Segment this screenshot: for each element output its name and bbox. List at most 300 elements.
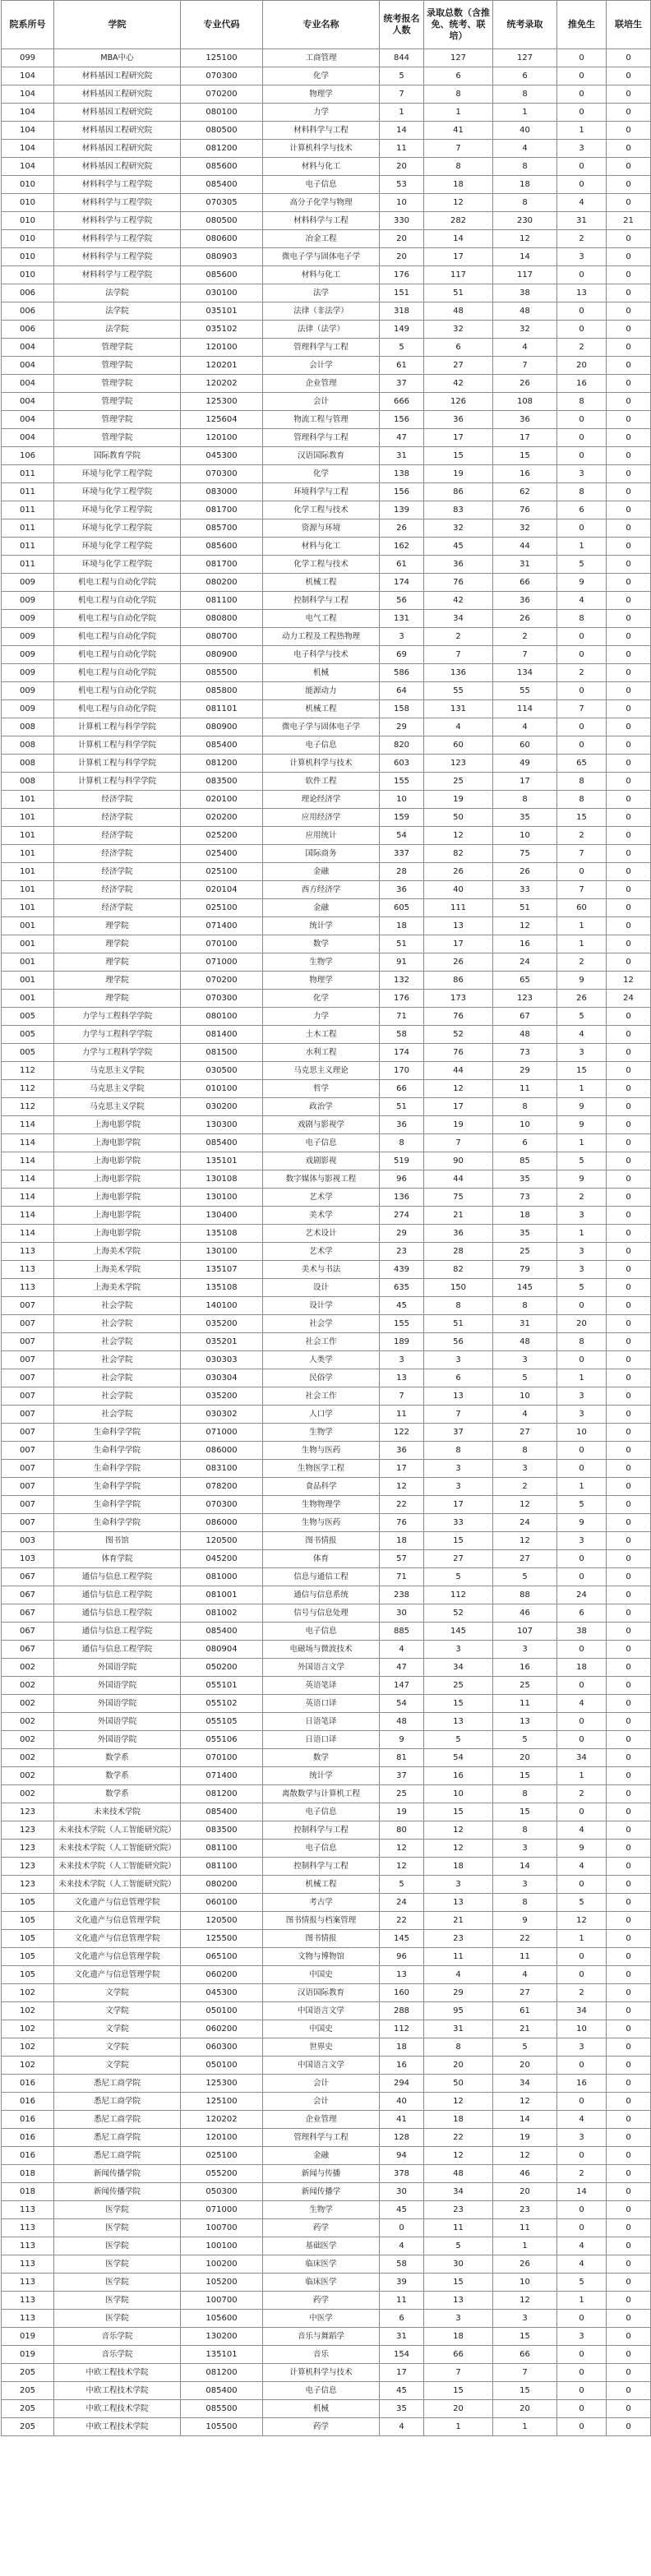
cell-exam-admitted: 16 xyxy=(493,465,557,483)
cell-major-code: 085600 xyxy=(181,158,263,176)
cell-major-code: 135101 xyxy=(181,1152,263,1170)
cell-joint: 0 xyxy=(607,2201,651,2219)
cell-total-admitted: 5 xyxy=(424,1731,493,1749)
cell-dept-no: 114 xyxy=(2,1116,54,1134)
cell-major-code: 071000 xyxy=(181,953,263,972)
cell-major-name: 药学 xyxy=(263,2418,380,2436)
cell-major-code: 055105 xyxy=(181,1713,263,1731)
table-row xyxy=(2,2002,651,2020)
cell-applicants: 76 xyxy=(380,1514,424,1532)
cell-applicants: 1 xyxy=(380,104,424,122)
cell-school: 法学院 xyxy=(54,302,181,321)
cell-joint: 0 xyxy=(607,881,651,899)
cell-joint: 0 xyxy=(607,1731,651,1749)
cell-joint: 0 xyxy=(607,1568,651,1586)
cell-applicants: 156 xyxy=(380,411,424,429)
cell-dept-no: 123 xyxy=(2,1803,54,1821)
cell-exam-admitted: 134 xyxy=(493,664,557,682)
cell-dept-no: 002 xyxy=(2,1659,54,1677)
cell-exam-admitted: 35 xyxy=(493,809,557,827)
cell-school: 外国语学院 xyxy=(54,1713,181,1731)
cell-total-admitted: 145 xyxy=(424,1623,493,1641)
cell-total-admitted: 19 xyxy=(424,1116,493,1134)
cell-major-code: 105200 xyxy=(181,2274,263,2292)
cell-recommended: 9 xyxy=(557,1514,607,1532)
cell-exam-admitted: 36 xyxy=(493,592,557,610)
cell-applicants: 39 xyxy=(380,2274,424,2292)
cell-school: 生命科学学院 xyxy=(54,1460,181,1478)
cell-exam-admitted: 32 xyxy=(493,321,557,339)
cell-major-name: 材料科学与工程 xyxy=(263,122,380,140)
cell-exam-admitted: 73 xyxy=(493,1044,557,1062)
cell-recommended: 0 xyxy=(557,1641,607,1659)
cell-applicants: 12 xyxy=(380,1858,424,1876)
cell-major-name: 音乐 xyxy=(263,2346,380,2364)
cell-total-admitted: 26 xyxy=(424,953,493,972)
cell-applicants: 8 xyxy=(380,1134,424,1152)
cell-exam-admitted: 33 xyxy=(493,881,557,899)
cell-joint: 0 xyxy=(607,1550,651,1568)
table-row xyxy=(2,646,651,664)
cell-major-name: 新闻与传播 xyxy=(263,2165,380,2183)
table-row xyxy=(2,1550,651,1568)
cell-joint: 0 xyxy=(607,429,651,447)
cell-applicants: 635 xyxy=(380,1279,424,1297)
cell-dept-no: 002 xyxy=(2,1713,54,1731)
cell-recommended: 15 xyxy=(557,1062,607,1080)
cell-applicants: 24 xyxy=(380,1894,424,1912)
cell-school: 音乐学院 xyxy=(54,2328,181,2346)
cell-applicants: 18 xyxy=(380,1532,424,1550)
cell-recommended: 0 xyxy=(557,1460,607,1478)
cell-joint: 0 xyxy=(607,519,651,538)
table-row xyxy=(2,1858,651,1876)
cell-major-code: 081400 xyxy=(181,1026,263,1044)
cell-major-name: 管理科学与工程 xyxy=(263,2129,380,2147)
cell-recommended: 0 xyxy=(557,1568,607,1586)
cell-exam-admitted: 20 xyxy=(493,2183,557,2201)
cell-joint: 0 xyxy=(607,1225,651,1243)
table-row xyxy=(2,736,651,755)
cell-dept-no: 113 xyxy=(2,2274,54,2292)
cell-total-admitted: 7 xyxy=(424,1406,493,1424)
cell-exam-admitted: 26 xyxy=(493,863,557,881)
cell-dept-no: 067 xyxy=(2,1568,54,1586)
cell-exam-admitted: 44 xyxy=(493,538,557,556)
cell-exam-admitted: 145 xyxy=(493,1279,557,1297)
cell-major-name: 化学 xyxy=(263,67,380,85)
cell-recommended: 20 xyxy=(557,1315,607,1333)
cell-recommended: 8 xyxy=(557,1333,607,1351)
cell-major-name: 临床医学 xyxy=(263,2255,380,2274)
cell-major-name: 西方经济学 xyxy=(263,881,380,899)
cell-recommended: 18 xyxy=(557,1659,607,1677)
cell-applicants: 12 xyxy=(380,1478,424,1496)
cell-major-name: 社会工作 xyxy=(263,1333,380,1351)
cell-school: 理学院 xyxy=(54,990,181,1008)
cell-dept-no: 010 xyxy=(2,212,54,230)
cell-joint: 0 xyxy=(607,1152,651,1170)
cell-applicants: 3 xyxy=(380,1351,424,1369)
cell-major-name: 设计 xyxy=(263,1279,380,1297)
column-header-school: 学院 xyxy=(54,1,181,49)
cell-dept-no: 101 xyxy=(2,863,54,881)
cell-total-admitted: 4 xyxy=(424,1966,493,1984)
cell-dept-no: 101 xyxy=(2,899,54,917)
cell-joint: 0 xyxy=(607,230,651,248)
cell-dept-no: 004 xyxy=(2,411,54,429)
table-row xyxy=(2,1930,651,1948)
cell-major-name: 哲学 xyxy=(263,1080,380,1098)
cell-joint: 0 xyxy=(607,2057,651,2075)
cell-total-admitted: 52 xyxy=(424,1026,493,1044)
cell-joint: 0 xyxy=(607,1369,651,1387)
cell-major-code: 100200 xyxy=(181,2255,263,2274)
table-row xyxy=(2,1785,651,1803)
cell-dept-no: 114 xyxy=(2,1225,54,1243)
cell-joint: 0 xyxy=(607,1351,651,1369)
cell-dept-no: 009 xyxy=(2,700,54,718)
cell-major-name: 食品科学 xyxy=(263,1478,380,1496)
cell-dept-no: 105 xyxy=(2,1930,54,1948)
table-row xyxy=(2,791,651,809)
cell-joint: 0 xyxy=(607,67,651,85)
cell-total-admitted: 3 xyxy=(424,1460,493,1478)
cell-school: 材料基因工程研究院 xyxy=(54,140,181,158)
cell-total-admitted: 22 xyxy=(424,2129,493,2147)
cell-recommended: 0 xyxy=(557,1803,607,1821)
cell-major-code: 035200 xyxy=(181,1315,263,1333)
cell-total-admitted: 8 xyxy=(424,2038,493,2057)
cell-total-admitted: 54 xyxy=(424,1749,493,1767)
cell-major-code: 060200 xyxy=(181,2020,263,2038)
cell-applicants: 176 xyxy=(380,266,424,284)
cell-major-code: 070300 xyxy=(181,1496,263,1514)
cell-major-name: 会计 xyxy=(263,393,380,411)
cell-school: 外国语学院 xyxy=(54,1677,181,1695)
cell-applicants: 54 xyxy=(380,1695,424,1713)
cell-total-admitted: 15 xyxy=(424,2382,493,2400)
table-row xyxy=(2,266,651,284)
cell-recommended: 24 xyxy=(557,1586,607,1604)
cell-total-admitted: 36 xyxy=(424,411,493,429)
cell-exam-admitted: 85 xyxy=(493,1152,557,1170)
column-header-major-code: 专业代码 xyxy=(181,1,263,49)
table-row xyxy=(2,1966,651,1984)
cell-dept-no: 103 xyxy=(2,1550,54,1568)
cell-major-name: 生物学 xyxy=(263,953,380,972)
table-row xyxy=(2,2400,651,2418)
table-row xyxy=(2,628,651,646)
cell-joint: 0 xyxy=(607,1098,651,1116)
cell-joint: 0 xyxy=(607,339,651,357)
cell-exam-admitted: 18 xyxy=(493,176,557,194)
cell-applicants: 519 xyxy=(380,1152,424,1170)
cell-major-name: 会计学 xyxy=(263,357,380,375)
cell-major-name: 日语笔译 xyxy=(263,1713,380,1731)
table-row xyxy=(2,1026,651,1044)
table-row xyxy=(2,827,651,845)
cell-joint: 0 xyxy=(607,2364,651,2382)
cell-dept-no: 018 xyxy=(2,2183,54,2201)
cell-school: 材料基因工程研究院 xyxy=(54,85,181,104)
cell-major-code: 085400 xyxy=(181,176,263,194)
cell-major-name: 材料与化工 xyxy=(263,538,380,556)
cell-exam-admitted: 62 xyxy=(493,483,557,501)
table-row xyxy=(2,1243,651,1261)
table-row xyxy=(2,2292,651,2310)
cell-major-code: 080600 xyxy=(181,230,263,248)
cell-joint: 0 xyxy=(607,1387,651,1406)
cell-major-code: 085500 xyxy=(181,2400,263,2418)
cell-dept-no: 104 xyxy=(2,140,54,158)
cell-total-admitted: 13 xyxy=(424,2292,493,2310)
cell-joint: 0 xyxy=(607,393,651,411)
cell-recommended: 3 xyxy=(557,2328,607,2346)
cell-recommended: 5 xyxy=(557,1496,607,1514)
cell-major-name: 应用经济学 xyxy=(263,809,380,827)
cell-joint: 0 xyxy=(607,284,651,302)
cell-major-code: 025400 xyxy=(181,845,263,863)
cell-total-admitted: 8 xyxy=(424,85,493,104)
cell-exam-admitted: 3 xyxy=(493,2310,557,2328)
table-row xyxy=(2,2364,651,2382)
cell-dept-no: 205 xyxy=(2,2400,54,2418)
cell-exam-admitted: 12 xyxy=(493,2147,557,2165)
cell-major-code: 135108 xyxy=(181,1225,263,1243)
cell-dept-no: 016 xyxy=(2,2129,54,2147)
cell-major-name: 设计学 xyxy=(263,1297,380,1315)
cell-exam-admitted: 8 xyxy=(493,1821,557,1840)
table-row xyxy=(2,1369,651,1387)
cell-dept-no: 016 xyxy=(2,2093,54,2111)
cell-joint: 0 xyxy=(607,2237,651,2255)
cell-joint: 0 xyxy=(607,1695,651,1713)
cell-school: 外国语学院 xyxy=(54,1659,181,1677)
cell-major-name: 法律（非法学） xyxy=(263,302,380,321)
cell-school: 经济学院 xyxy=(54,863,181,881)
cell-major-name: 机械 xyxy=(263,2400,380,2418)
cell-recommended: 16 xyxy=(557,2075,607,2093)
table-row xyxy=(2,2111,651,2129)
cell-recommended: 7 xyxy=(557,700,607,718)
cell-major-name: 社会学 xyxy=(263,1315,380,1333)
cell-major-code: 030302 xyxy=(181,1406,263,1424)
cell-recommended: 5 xyxy=(557,1008,607,1026)
table-row xyxy=(2,1912,651,1930)
table-row xyxy=(2,1695,651,1713)
cell-school: 马克思主义学院 xyxy=(54,1062,181,1080)
cell-joint: 0 xyxy=(607,1044,651,1062)
cell-major-code: 120100 xyxy=(181,2129,263,2147)
cell-total-admitted: 17 xyxy=(424,1496,493,1514)
cell-joint: 0 xyxy=(607,266,651,284)
cell-applicants: 64 xyxy=(380,682,424,700)
cell-major-code: 020104 xyxy=(181,881,263,899)
cell-applicants: 155 xyxy=(380,773,424,791)
cell-total-admitted: 23 xyxy=(424,2201,493,2219)
table-row xyxy=(2,158,651,176)
cell-school: 材料科学与工程学院 xyxy=(54,194,181,212)
cell-total-admitted: 56 xyxy=(424,1333,493,1351)
cell-dept-no: 002 xyxy=(2,1695,54,1713)
cell-exam-admitted: 22 xyxy=(493,1930,557,1948)
cell-total-admitted: 12 xyxy=(424,2147,493,2165)
cell-major-name: 外国语言文学 xyxy=(263,1659,380,1677)
cell-recommended: 5 xyxy=(557,1152,607,1170)
cell-major-code: 080903 xyxy=(181,248,263,266)
cell-dept-no: 001 xyxy=(2,917,54,935)
column-header-recommended: 推免生 xyxy=(557,1,607,49)
cell-joint: 0 xyxy=(607,2183,651,2201)
cell-school: 环境与化学工程学院 xyxy=(54,465,181,483)
cell-recommended: 4 xyxy=(557,2255,607,2274)
cell-total-admitted: 12 xyxy=(424,1080,493,1098)
cell-exam-admitted: 79 xyxy=(493,1261,557,1279)
cell-joint: 0 xyxy=(607,628,651,646)
cell-recommended: 0 xyxy=(557,429,607,447)
cell-exam-admitted: 14 xyxy=(493,248,557,266)
cell-dept-no: 007 xyxy=(2,1478,54,1496)
cell-exam-admitted: 8 xyxy=(493,791,557,809)
cell-major-name: 戏剧与影视学 xyxy=(263,1116,380,1134)
cell-applicants: 6 xyxy=(380,2310,424,2328)
cell-school: 文化遗产与信息管理学院 xyxy=(54,1930,181,1948)
cell-dept-no: 067 xyxy=(2,1604,54,1623)
cell-joint: 0 xyxy=(607,357,651,375)
cell-dept-no: 067 xyxy=(2,1586,54,1604)
table-row xyxy=(2,2147,651,2165)
cell-applicants: 136 xyxy=(380,1189,424,1207)
cell-school: 上海电影学院 xyxy=(54,1170,181,1189)
cell-applicants: 666 xyxy=(380,393,424,411)
cell-dept-no: 102 xyxy=(2,2057,54,2075)
cell-joint: 0 xyxy=(607,863,651,881)
cell-applicants: 4 xyxy=(380,1641,424,1659)
cell-recommended: 3 xyxy=(557,465,607,483)
cell-major-name: 计算机科学与技术 xyxy=(263,140,380,158)
cell-recommended: 0 xyxy=(557,519,607,538)
cell-recommended: 0 xyxy=(557,646,607,664)
cell-recommended: 0 xyxy=(557,2093,607,2111)
cell-total-admitted: 14 xyxy=(424,230,493,248)
cell-applicants: 61 xyxy=(380,556,424,574)
cell-major-name: 艺术学 xyxy=(263,1243,380,1261)
cell-school: 未来技术学院（人工智能研究院） xyxy=(54,1858,181,1876)
cell-applicants: 159 xyxy=(380,809,424,827)
cell-major-name: 计算机科学与技术 xyxy=(263,755,380,773)
table-row xyxy=(2,2075,651,2093)
cell-applicants: 5 xyxy=(380,339,424,357)
cell-recommended: 2 xyxy=(557,1189,607,1207)
cell-dept-no: 104 xyxy=(2,104,54,122)
cell-exam-admitted: 12 xyxy=(493,2093,557,2111)
cell-exam-admitted: 27 xyxy=(493,1550,557,1568)
cell-joint: 0 xyxy=(607,194,651,212)
cell-applicants: 11 xyxy=(380,140,424,158)
cell-major-name: 信号与信息处理 xyxy=(263,1604,380,1623)
cell-recommended: 6 xyxy=(557,1604,607,1623)
cell-major-code: 130100 xyxy=(181,1189,263,1207)
cell-dept-no: 007 xyxy=(2,1514,54,1532)
cell-school: 上海美术学院 xyxy=(54,1261,181,1279)
cell-applicants: 155 xyxy=(380,1315,424,1333)
cell-total-admitted: 75 xyxy=(424,1189,493,1207)
cell-exam-admitted: 6 xyxy=(493,67,557,85)
column-header-joint: 联培生 xyxy=(607,1,651,49)
cell-major-code: 045200 xyxy=(181,1550,263,1568)
cell-exam-admitted: 17 xyxy=(493,429,557,447)
cell-major-code: 030200 xyxy=(181,1098,263,1116)
cell-total-admitted: 26 xyxy=(424,863,493,881)
cell-joint: 0 xyxy=(607,1803,651,1821)
cell-dept-no: 001 xyxy=(2,953,54,972)
cell-exam-admitted: 32 xyxy=(493,519,557,538)
cell-total-admitted: 25 xyxy=(424,1677,493,1695)
cell-total-admitted: 131 xyxy=(424,700,493,718)
table-row xyxy=(2,1840,651,1858)
cell-school: 国际教育学院 xyxy=(54,447,181,465)
cell-major-name: 电气工程 xyxy=(263,610,380,628)
cell-major-name: 能源动力 xyxy=(263,682,380,700)
cell-recommended: 0 xyxy=(557,2219,607,2237)
cell-joint: 0 xyxy=(607,49,651,67)
cell-recommended: 9 xyxy=(557,1098,607,1116)
table-row xyxy=(2,845,651,863)
cell-school: 社会学院 xyxy=(54,1333,181,1351)
cell-major-code: 086000 xyxy=(181,1442,263,1460)
cell-exam-admitted: 5 xyxy=(493,1369,557,1387)
admissions-table xyxy=(1,0,651,2436)
cell-applicants: 69 xyxy=(380,646,424,664)
cell-major-code: 080904 xyxy=(181,1641,263,1659)
cell-recommended: 0 xyxy=(557,1442,607,1460)
table-row xyxy=(2,1062,651,1080)
cell-recommended: 0 xyxy=(557,2346,607,2364)
cell-recommended: 0 xyxy=(557,1351,607,1369)
cell-recommended: 0 xyxy=(557,2400,607,2418)
cell-major-name: 美术与书法 xyxy=(263,1261,380,1279)
cell-applicants: 26 xyxy=(380,519,424,538)
cell-exam-admitted: 35 xyxy=(493,1170,557,1189)
cell-school: 机电工程与自动化学院 xyxy=(54,592,181,610)
cell-major-code: 085400 xyxy=(181,1134,263,1152)
table-row xyxy=(2,1080,651,1098)
cell-applicants: 36 xyxy=(380,1442,424,1460)
table-row xyxy=(2,465,651,483)
table-row xyxy=(2,1604,651,1623)
cell-joint: 0 xyxy=(607,700,651,718)
cell-applicants: 154 xyxy=(380,2346,424,2364)
cell-major-code: 130100 xyxy=(181,1243,263,1261)
cell-major-code: 125300 xyxy=(181,393,263,411)
cell-major-name: 管理科学与工程 xyxy=(263,339,380,357)
cell-major-code: 080100 xyxy=(181,104,263,122)
cell-major-name: 离散数学与计算机工程 xyxy=(263,1785,380,1803)
cell-major-name: 音乐与舞蹈学 xyxy=(263,2328,380,2346)
cell-school: 医学院 xyxy=(54,2219,181,2237)
cell-exam-admitted: 12 xyxy=(493,1532,557,1550)
cell-school: 机电工程与自动化学院 xyxy=(54,682,181,700)
cell-dept-no: 007 xyxy=(2,1406,54,1424)
cell-major-name: 数学 xyxy=(263,1749,380,1767)
cell-major-name: 会计 xyxy=(263,2093,380,2111)
cell-dept-no: 105 xyxy=(2,1912,54,1930)
cell-major-code: 035200 xyxy=(181,1387,263,1406)
cell-major-name: 电子信息 xyxy=(263,1134,380,1152)
cell-school: 生命科学学院 xyxy=(54,1496,181,1514)
cell-exam-admitted: 20 xyxy=(493,2057,557,2075)
